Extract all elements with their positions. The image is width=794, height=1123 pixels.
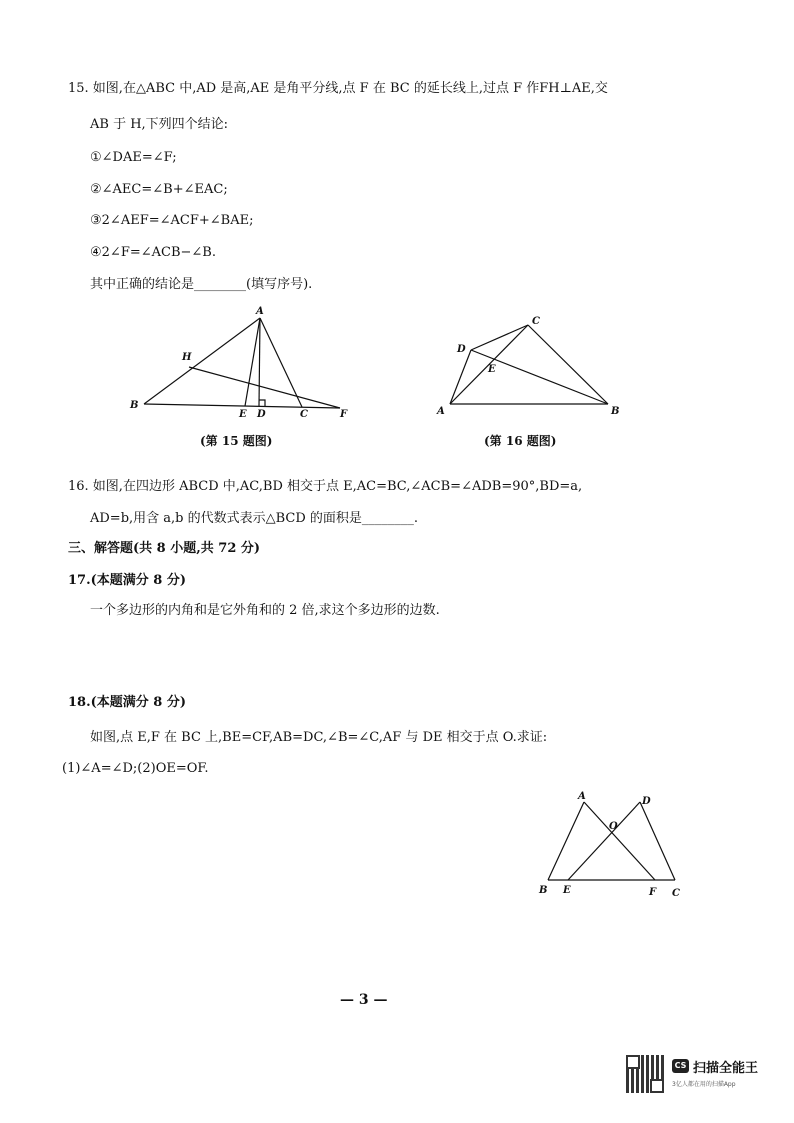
q18-line2: (1)∠A=∠D;(2)OE=OF. [62,761,209,776]
q15-question: 其中正确的结论是________(填写序号). [90,277,313,292]
q18-line1: 如图,点 E,F 在 BC 上,BE=CF,AB=DC,∠B=∠C,AF 与 DE 相交于点 O.求证: [90,730,548,745]
q15-line1: 15. 如图,在△ABC 中,AD 是高,AE 是角平分线,点 F 在 BC 的延长线上,过点 F 作FH⊥AE,交 [68,81,608,96]
scanner-watermark [626,1055,776,1097]
q16-line2: AD=b,用含 a,b 的代数式表示△BCD 的面积是________. [90,511,419,526]
fig15-segment-AE [245,318,260,406]
fig16-label-C: C [532,316,540,327]
fig16-label-A: A [437,406,445,417]
cs-logo: CS [672,1059,689,1073]
figure-18 [530,785,690,900]
q15-conclusion-2: ②∠AEC=∠B+∠EAC; [90,182,228,197]
fig16-segment-DB [471,350,608,404]
fig15-label-E: E [239,409,247,420]
fig15-label-C: C [300,409,308,420]
fig15-caption: (第 15 题图) [200,434,273,448]
fig15-segment-AD [259,318,260,406]
q15-conclusion-1: ①∠DAE=∠F; [90,150,177,165]
fig15-right-angle-mark [259,400,265,406]
fig18-label-O: O [609,821,618,832]
fig18-label-F: F [649,887,657,898]
fig18-label-E: E [563,885,571,896]
fig16-label-B: B [611,406,620,417]
fig16-segment-DC [471,325,528,350]
fig15-segment-BA [144,318,260,404]
fig15-label-B: B [130,400,139,411]
page-number: — 3 — [340,992,388,1008]
fig15-segment-AC [260,318,302,407]
figure-15 [120,300,360,425]
fig18-label-A: A [578,791,586,802]
fig16-label-D: D [457,344,466,355]
fig15-label-D: D [257,409,266,420]
q15-line2: AB 于 H,下列四个结论: [90,117,229,132]
fig16-segment-CB [528,325,608,404]
qr-code-icon [626,1055,664,1093]
q17-text: 一个多边形的内角和是它外角和的 2 倍,求这个多边形的边数. [90,603,440,618]
fig15-label-F: F [340,409,348,420]
q15-conclusion-3: ③2∠AEF=∠ACF+∠BAE; [90,213,254,228]
q17-header: 17.(本题满分 8 分) [68,573,187,588]
fig15-segment-BF [144,404,340,408]
fig18-segment-DC [640,802,675,880]
scanner-app-name: 扫描全能王 [693,1061,759,1076]
fig18-label-D: D [642,796,651,807]
fig15-label-A: A [256,306,264,317]
section-3-heading: 三、解答题(共 8 小题,共 72 分) [68,541,261,556]
q18-header: 18.(本题满分 8 分) [68,695,187,710]
q15-conclusion-4: ④2∠F=∠ACB−∠B. [90,245,216,260]
fig15-label-H: H [182,352,192,363]
fig16-label-E: E [488,364,496,375]
figure-16 [430,308,630,423]
fig18-label-C: C [672,888,680,899]
fig16-segment-AD [450,350,471,404]
fig16-caption: (第 16 题图) [484,434,557,448]
q16-line1: 16. 如图,在四边形 ABCD 中,AC,BD 相交于点 E,AC=BC,∠ACB=∠ADB=90°,BD=a, [68,479,583,494]
fig18-label-B: B [539,885,548,896]
fig18-segment-AF [584,802,655,880]
scanner-app-tagline: 3亿人都在用的扫描App [672,1081,736,1088]
